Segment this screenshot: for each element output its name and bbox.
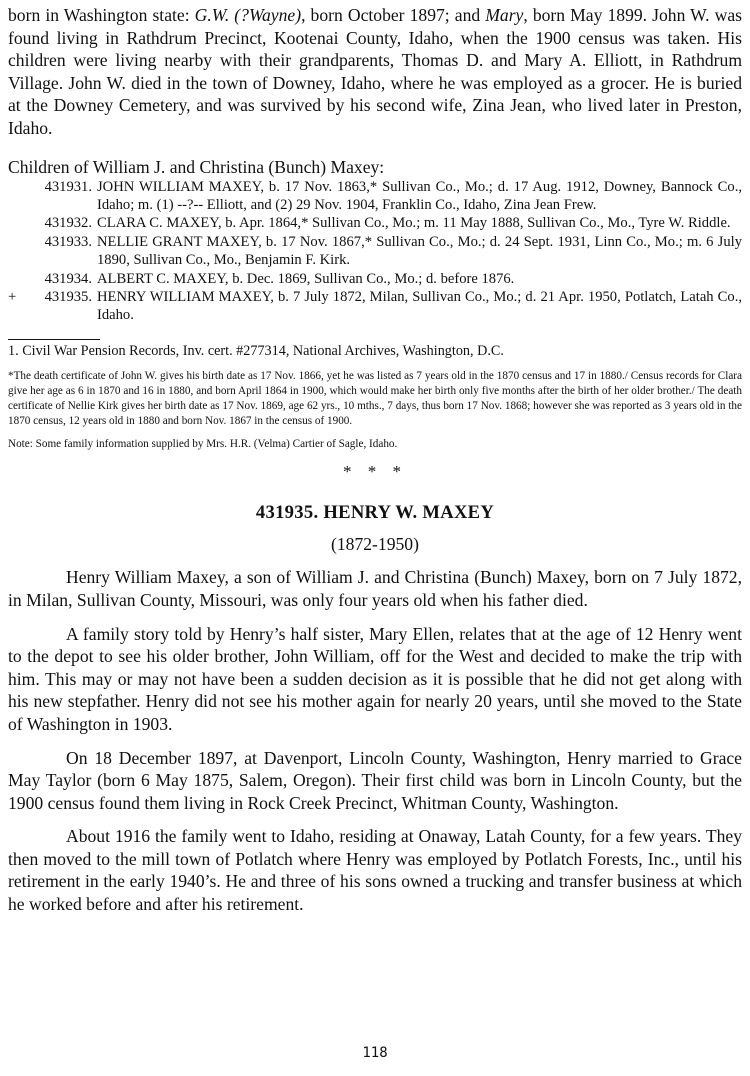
- footnote-asterisk: *The death certificate of John W. gives his birth date as 17 Nov. 1866, yet he was listed as 7 years old in the 1870 census and 17 in 1880./ Census records for Clara give her age as 6 in 1870 and 16 in 1880, and born April 1864 in 1900, which would make her birth only five months after the birth of her older brother./ The death certificate of Nellie Kirk gives her birth date as 17 Nov. 1869, age 62 yrs., 10 mths., 7 days, thus born 17 Nov. 1868; however she was reported as 3 years old in the 1870 census, 12 years old in 1880 and born Nov. 1867 in the census of 1900.: [8, 369, 742, 427]
- child-marker: [8, 233, 20, 270]
- intro-text: , born May 1899. John W. was found living in Rathdrum Precinct, Kootenai County, Idaho, when the 1900 census was taken. His children were living nearby with their grandparents, Thomas D. and Mary A. Elliott, in Rathdrum Village. John W. died in the town of Downey, Idaho, where he was employed as a grocer. He is buried at the Downey Cemetery, and was survived by his second wife, Zina Jean, who lived later in Preston, Idaho.: [8, 5, 742, 138]
- child-text: CLARA C. MAXEY, b. Apr. 1864,* Sullivan Co., Mo.; m. 11 May 1888, Sullivan Co., Mo., Tyre W. Riddle.: [97, 215, 731, 232]
- child-number: 431933.: [44, 233, 92, 250]
- children-heading: Children of William J. and Christina (Bunch) Maxey:: [8, 156, 385, 177]
- child-entry: [8, 270, 742, 288]
- intro-italic-name: Mary: [485, 5, 524, 25]
- body-paragraph: Henry William Maxey, a son of William J. and Christina (Bunch) Maxey, born on 7 July 1872, in Milan, Sullivan County, Missouri, was only four years old when his father died.: [8, 567, 742, 610]
- intro-text: , born October 1897; and: [301, 5, 486, 25]
- section-separator: * * *: [343, 462, 407, 482]
- child-text: ALBERT C. MAXEY, b. Dec. 1869, Sullivan Co., Mo.; d. before 1876.: [97, 270, 515, 287]
- family-info-note: Note: Some family information supplied by Mrs. H.R. (Velma) Cartier of Sagle, Idaho.: [8, 438, 398, 451]
- section-dates: (1872-1950): [331, 534, 419, 555]
- intro-text: born in Washington state:: [8, 5, 195, 25]
- child-marker: [8, 270, 20, 288]
- intro-paragraph: [8, 4, 742, 140]
- child-entry: [8, 178, 742, 215]
- child-text: NELLIE GRANT MAXEY, b. 17 Nov. 1867,* Sullivan Co., Mo.; d. 24 Sept. 1931, Linn Co., Mo.; m. 6 July 1890, Sullivan Co., Mo., Benjamin F. Kirk.: [97, 233, 742, 269]
- section-heading: 431935. HENRY W. MAXEY: [255, 502, 495, 524]
- child-marker: [8, 214, 20, 232]
- child-entry: [8, 288, 742, 325]
- document-page: [8, 4, 742, 916]
- child-marker: +: [8, 289, 17, 305]
- child-number: 431932.: [44, 215, 92, 232]
- body-paragraph: On 18 December 1897, at Davenport, Lincoln County, Washington, Henry married to Grace May Taylor (born 6 May 1875, Salem, Oregon). Their first child was born in Lincoln County, but the 1900 census found them living in Rock Creek Precinct, Whitman County, Washington.: [8, 747, 742, 813]
- child-number: 431931.: [44, 178, 92, 195]
- child-number: 431935.: [44, 289, 92, 305]
- children-list: [8, 178, 742, 325]
- intro-italic-name: G.W. (?Wayne): [194, 5, 302, 25]
- body-paragraph: A family story told by Henry’s half sister, Mary Ellen, relates that at the age of 12 Henry went to the depot to see his older brother, John William, off for the West and decided to make the trip with him. This may or may not have been a sudden decision as it is possible that he did not get along with his new stepfather. Henry did not see his mother again for nearly 20 years, until she moved to the State of Washington in 1903.: [8, 623, 742, 734]
- footnote-1: 1. Civil War Pension Records, Inv. cert. #277314, National Archives, Washington, D.C.: [8, 342, 504, 359]
- child-entry: [8, 214, 742, 232]
- page-number: 118: [362, 1045, 388, 1061]
- child-text: HENRY WILLIAM MAXEY, b. 7 July 1872, Milan, Sullivan Co., Mo.; d. 21 Apr. 1950, Potlatch, Latah Co., Idaho.: [97, 289, 742, 324]
- child-marker: [8, 178, 20, 215]
- child-text: JOHN WILLIAM MAXEY, b. 17 Nov. 1863,* Sullivan Co., Mo.; d. 17 Aug. 1912, Downey, Bannock Co., Idaho; m. (1) --?-- Elliott, and (2) 29 Nov. 1904, Franklin Co., Idaho, Zina Jean Frew.: [97, 178, 742, 213]
- child-entry: [8, 233, 742, 270]
- footnote-rule: [8, 339, 100, 340]
- child-number: 431934.: [44, 270, 92, 287]
- body-paragraph: About 1916 the family went to Idaho, residing at Onaway, Latah County, for a few years. They then moved to the mill town of Potlatch where Henry was employed by Potlatch Forests, Inc., until his retirement in the early 1940’s. He and three of his sons owned a trucking and transfer business at which he worked before and after his retirement.: [8, 826, 742, 915]
